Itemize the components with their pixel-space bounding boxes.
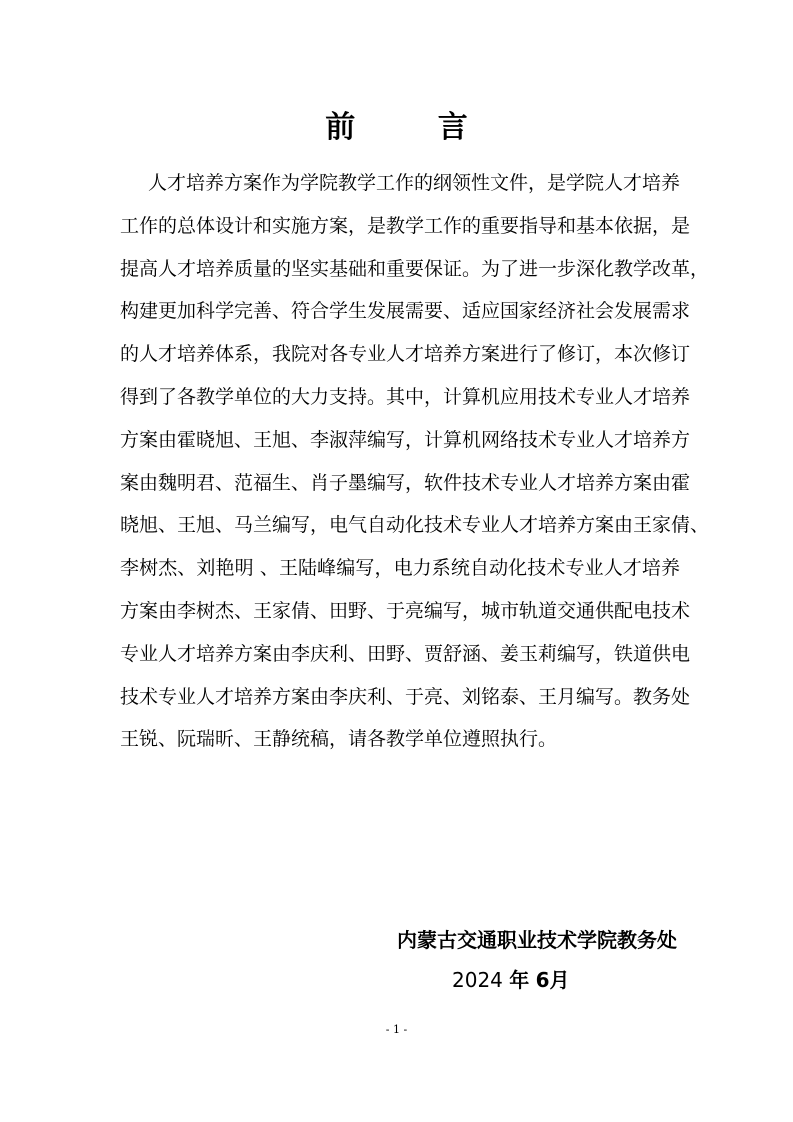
paragraph-line: 人才培养方案作为学院教学工作的纲领性文件，是学院人才培养 bbox=[148, 172, 681, 194]
date-year: 2024 bbox=[452, 968, 503, 992]
date-year-char: 年 bbox=[509, 968, 530, 992]
paragraph-line: 得到了各教学单位的大力支持。其中，计算机应用技术专业人才培养 bbox=[120, 385, 691, 408]
page-number: - 1 - bbox=[385, 1023, 408, 1036]
paragraph-line: 案由魏明君、范福生、肖子墨编写，软件技术专业人才培养方案由霍 bbox=[120, 471, 691, 494]
preface-paragraph bbox=[120, 162, 710, 761]
date-month: 6 bbox=[535, 968, 550, 992]
paragraph-line: 提高人才培养质量的坚实基础和重要保证。为了进一步深化教学改革， bbox=[120, 257, 710, 280]
paragraph-line: 方案由霍晓旭、王旭、李淑萍编写，计算机网络技术专业人才培养方 bbox=[120, 428, 691, 451]
paragraph-line: 专业人才培养方案由李庆利、田野、贾舒涵、姜玉莉编写，铁道供电 bbox=[120, 642, 691, 665]
paragraph-line: 方案由李树杰、王家倩、田野、于亮编写，城市轨道交通供配电技术 bbox=[120, 599, 691, 622]
paragraph-line: 的人才培养体系，我院对各专业人才培养方案进行了修订，本次修订 bbox=[120, 343, 691, 366]
paragraph-line: 王锐、阮瑞昕、王静统稿，请各教学单位遵照执行。 bbox=[120, 728, 558, 751]
page-title: 前 言 bbox=[325, 110, 504, 145]
signature-org: 内蒙古交通职业技术学院教务处 bbox=[397, 928, 677, 952]
paragraph-line: 构建更加科学完善、符合学生发展需要、适应国家经济社会发展需求 bbox=[120, 300, 691, 323]
date-month-char: 月 bbox=[549, 968, 570, 992]
paragraph-line: 技术专业人才培养方案由李庆利、于亮、刘铭泰、王月编写。教务处 bbox=[120, 685, 691, 708]
paragraph-line: 李树杰、刘艳明 、王陆峰编写，电力系统自动化技术专业人才培养 bbox=[120, 557, 680, 580]
paragraph-line: 工作的总体设计和实施方案，是教学工作的重要指导和基本依据，是 bbox=[120, 214, 691, 237]
paragraph-line: 晓旭、王旭、马兰编写，电气自动化技术专业人才培养方案由王家倩、 bbox=[120, 514, 710, 537]
